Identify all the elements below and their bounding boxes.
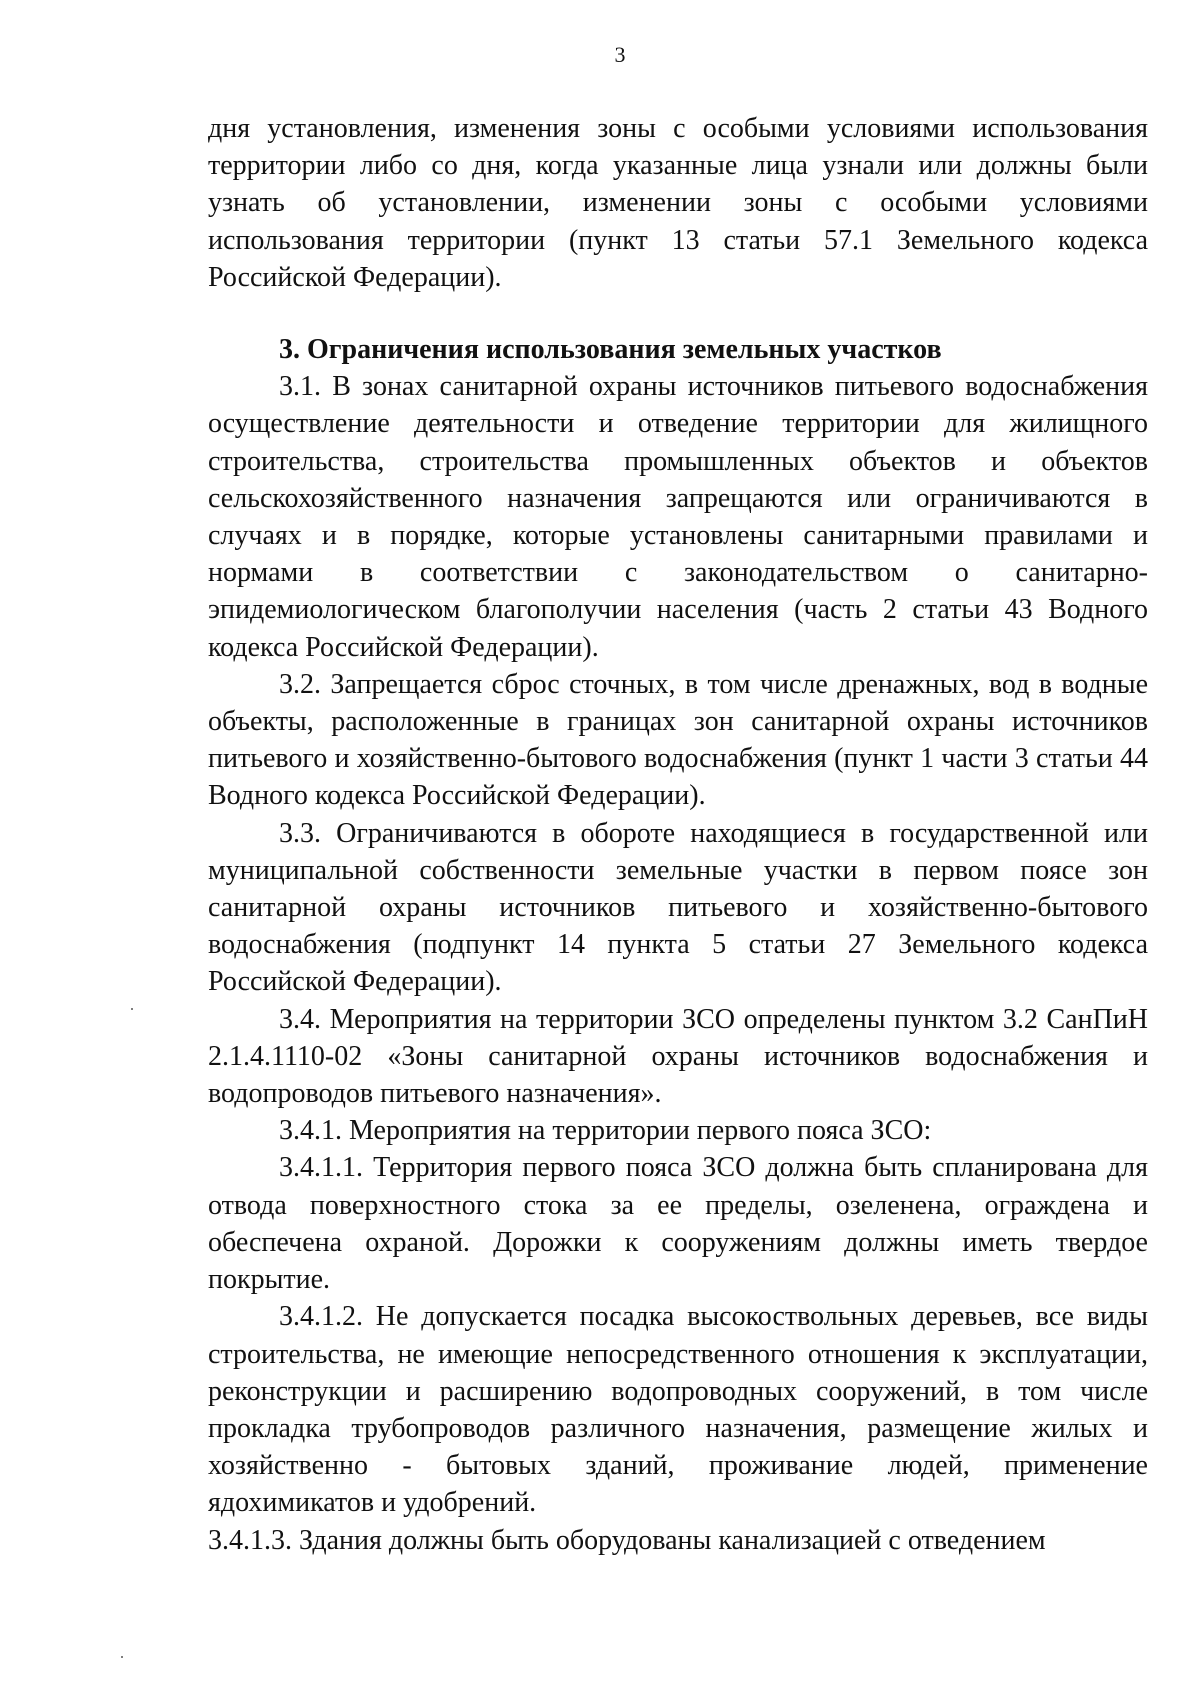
paragraph-3-4-1-3: 3.4.1.3. Здания должны быть оборудованы канализацией с отведением <box>208 1524 1046 1556</box>
scan-speck <box>121 1656 123 1658</box>
paragraph-3-4-1-2: 3.4.1.2. Не допускается посадка высокоствольных деревьев, все виды строительства, не имеющие непосредственного отношения к эксплуатации, реконструкции и расширению водопроводных сооружений, в том числе прокладка трубопроводов различного назначения, размещение жилых и хозяйственно - бытовых зданий, проживание людей, применение ядохимикатов и удобрений. <box>208 1301 1148 1519</box>
paragraph-3-3: 3.3. Ограничиваются в обороте находящиеся в государственной или муниципальной собственности земельные участки в первом поясе зон санитарной охраны источников питьевого и хозяйственно-бытового водоснабжения (подпункт 14 пункта 5 статьи 27 Земельного кодекса Российской Федерации). <box>208 817 1148 998</box>
section-spacer <box>208 296 1148 331</box>
intro-paragraph: дня установления, изменения зоны с особыми условиями использования территории либо со дня, когда указанные лица узнали или должны были узнать об установлении, изменении зоны с особыми условиями использования территории (пункт 13 статьи 57.1 Земельного кодекса Российской Федерации). <box>208 113 1148 293</box>
paragraph-3-2: 3.2. Запрещается сброс сточных, в том числе дренажных, вод в водные объекты, расположенные в границах зон санитарной охраны источников питьевого и хозяйственно-бытового водоснабжения (пункт 1 части 3 статьи 44 Водного кодекса Российской Федерации). <box>208 668 1148 812</box>
section-heading: 3. Ограничения использования земельных участков <box>279 334 942 366</box>
scan-speck <box>131 1008 133 1010</box>
paragraph-3-4-1: 3.4.1. Мероприятия на территории первого пояса ЗСО: <box>279 1115 932 1147</box>
paragraph-3-4: 3.4. Мероприятия на территории ЗСО определены пунктом 3.2 СанПиН 2.1.4.1110-02 «Зоны санитарной охраны источников водоснабжения и водопроводов питьевого назначения». <box>208 1003 1148 1110</box>
document-body <box>208 110 1148 1559</box>
paragraph-3-4-1-1: 3.4.1.1. Территория первого пояса ЗСО должна быть спланирована для отвода поверхностного стока за ее пределы, озеленена, ограждена и обеспечена охраной. Дорожки к сооружениям должны иметь твердое покрытие. <box>208 1152 1148 1296</box>
paragraph-3-1: 3.1. В зонах санитарной охраны источников питьевого водоснабжения осуществление деятельности и отведение территории для жилищного строительства, строительства промышленных объектов и объектов сельскохозяйственного назначения запрещаются или ограничиваются в случаях и в порядке, которые установлены санитарными правилами и нормами в соответствии с законодательством о санитарно-эпидемиологическом благополучии населения (часть 2 статьи 43 Водного кодекса Российской Федерации). <box>208 371 1148 663</box>
page-number: 3 <box>614 42 626 67</box>
